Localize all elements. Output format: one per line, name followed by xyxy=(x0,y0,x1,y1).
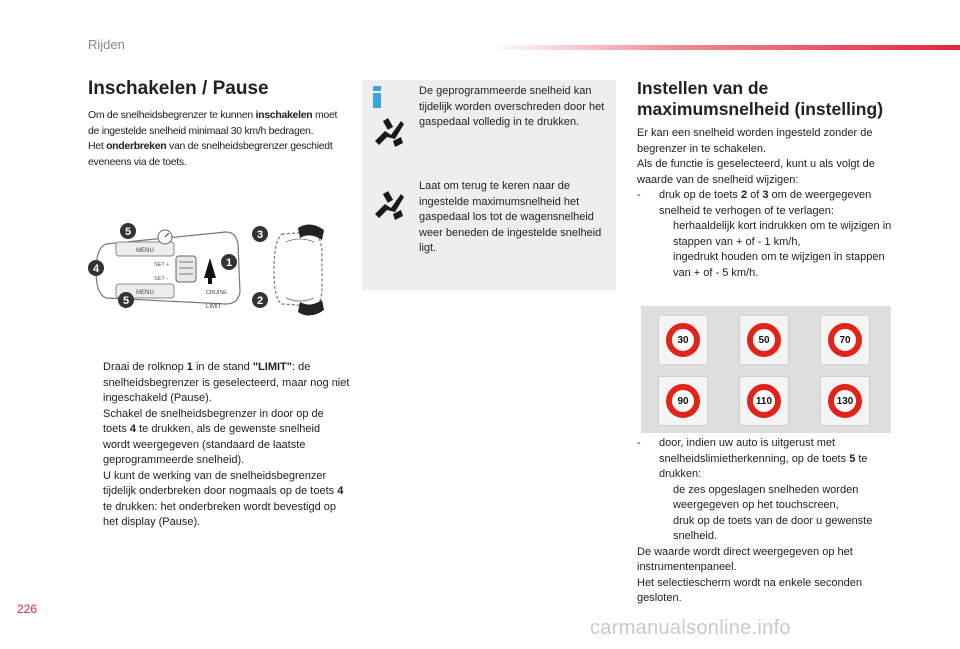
speed-limit-sign: 50 xyxy=(747,323,781,357)
sub-text: ingedrukt houden om te wijzigen in stappen van + of - 5 km/h. xyxy=(673,251,885,279)
recognition-instructions xyxy=(637,436,899,607)
speed-sign-tile[interactable] xyxy=(739,315,789,365)
watermark: carmanualsonline.info xyxy=(590,617,791,639)
sub-item xyxy=(637,219,895,250)
step-bold: 1 xyxy=(186,361,193,373)
step-item xyxy=(88,469,350,531)
bullet-text: om de weergegeven snelheid te verhogen of te verlagen: xyxy=(659,189,872,217)
speed-sign-tile[interactable] xyxy=(820,315,870,365)
intro-bold: onderbreken xyxy=(106,140,167,152)
intro-text: Het xyxy=(88,140,107,152)
title-line: Instellen van de xyxy=(637,78,769,98)
callout-number: 3 xyxy=(256,229,264,241)
step-bold: 4 xyxy=(337,485,344,497)
step-bold: "LIMIT" xyxy=(252,361,292,373)
bullet-text: te drukken: xyxy=(659,452,868,480)
step-text: Schakel de snelheidsbegrenzer in door op de toets xyxy=(103,407,324,435)
speed-sign-tile[interactable] xyxy=(739,376,789,426)
foot-pedal-icon xyxy=(371,115,407,149)
paragraph: Als de functie is geselecteerd, kunt u als volgt de waarde van de snelheid wijzigen: xyxy=(637,158,875,186)
step-text: te drukken, als de gewenste snelheid wordt weergegeven (standaard de laatste geprogrammeerde snelheid). xyxy=(103,423,321,466)
sub-text: de zes opgeslagen snelheden worden weergegeven op het touchscreen, xyxy=(673,483,859,511)
bullet-text: door, indien uw auto is uitgerust met snelheidslimietherkenning, op de toets xyxy=(659,437,850,465)
sub-item xyxy=(637,250,895,281)
bullet-bold: 2 xyxy=(740,189,748,201)
step-text: Draai de rolknop xyxy=(103,361,187,373)
step-item xyxy=(88,360,350,407)
callout-number: 4 xyxy=(92,263,100,275)
lever-menu-label: MENU xyxy=(136,290,154,296)
intro-paragraph xyxy=(88,108,344,170)
paragraph: De waarde wordt direct weergegeven op het instrumentenpaneel. xyxy=(637,545,853,573)
speed-limit-sign: 70 xyxy=(828,323,862,357)
step-item xyxy=(88,407,350,469)
header-rule xyxy=(490,45,960,50)
info-icon xyxy=(370,86,384,108)
intro-text: moet de ingestelde snelheid minimaal 30 km/h bedragen. xyxy=(88,109,338,137)
info-text-release: Laat om terug te keren naar de ingestelde maximumsnelheid het gaspedaal los tot de wagensnelheid weer beneden de ingestelde snelheid ligt. xyxy=(419,180,602,254)
callout-number: 2 xyxy=(256,295,264,307)
steps-list xyxy=(88,360,350,531)
bullet-item xyxy=(637,436,899,483)
page-number: 226 xyxy=(17,602,38,616)
callout-number: 1 xyxy=(225,257,233,269)
intro-text: Om de snelheidsbegrenzer te kunnen xyxy=(88,109,256,121)
lever-limit-label: LIMIT xyxy=(206,304,222,310)
right-section-title xyxy=(637,78,937,120)
title-line: maximumsnelheid (instelling) xyxy=(637,99,884,119)
paragraph: Het selectiescherm wordt na enkele seconden gesloten. xyxy=(637,576,863,604)
speed-limit-sign: 90 xyxy=(666,384,700,418)
bullet-text: druk op de toets xyxy=(659,189,741,201)
intro-bold: inschakelen xyxy=(255,109,313,121)
sub-text: druk op de toets van de door u gewenste snelheid. xyxy=(673,514,873,542)
paragraph: Er kan een snelheid worden ingesteld zonder de begrenzer in te schakelen. xyxy=(637,127,873,155)
intro-text: van de snelheidsbegrenzer geschiedt eveneens via de toets. xyxy=(88,140,333,168)
speed-limit-sign: 110 xyxy=(747,384,781,418)
info-text-override: De geprogrammeerde snelheid kan tijdelijk worden overschreden door het gaspedaal volledig in te drukken. xyxy=(419,85,605,128)
speed-limit-sign: 30 xyxy=(666,323,700,357)
sub-item xyxy=(637,483,899,514)
lever-set-minus-label: SET - xyxy=(154,276,168,282)
step-text: : de snelheidsbegrenzer is geselecteerd, maar nog niet ingeschakeld (Pause). xyxy=(103,361,350,404)
callout-number: 5 xyxy=(122,295,130,307)
step-text: in de stand xyxy=(192,361,253,373)
step-text: U kunt de werking van de snelheidsbegrenzer tijdelijk onderbreken door nogmaals op de toets xyxy=(103,469,338,497)
bullet-bold: 5 xyxy=(849,452,856,465)
bullet-bold: 3 xyxy=(762,189,769,201)
left-section-title: Inschakelen / Pause xyxy=(88,78,269,99)
dash-marker: - xyxy=(637,437,641,449)
dash-marker: - xyxy=(637,189,641,201)
speed-signs-panel xyxy=(641,306,891,433)
step-bold: 4 xyxy=(129,423,137,435)
setting-instructions xyxy=(637,126,895,281)
lever-illustration xyxy=(86,214,346,330)
speed-sign-tile[interactable] xyxy=(658,315,708,365)
section-label: Rijden xyxy=(88,37,125,52)
callout-number: 5 xyxy=(124,226,132,238)
lever-menu-label: MENU xyxy=(136,248,154,254)
lever-cruise-label: CRUISE xyxy=(206,290,227,296)
bullet-text: of xyxy=(747,189,763,201)
lever-set-plus-label: SET + xyxy=(154,262,170,268)
speed-sign-tile[interactable] xyxy=(658,376,708,426)
speed-sign-tile[interactable] xyxy=(820,376,870,426)
speed-limit-sign: 130 xyxy=(828,384,862,418)
bullet-item xyxy=(637,188,895,219)
foot-pedal-icon xyxy=(371,188,407,222)
sub-item xyxy=(637,514,899,545)
sub-text: herhaaldelijk kort indrukken om te wijzigen in stappen van + of - 1 km/h, xyxy=(673,220,892,248)
step-text: te drukken: het onderbreken wordt bevestigd op het display (Pause). xyxy=(103,500,336,528)
